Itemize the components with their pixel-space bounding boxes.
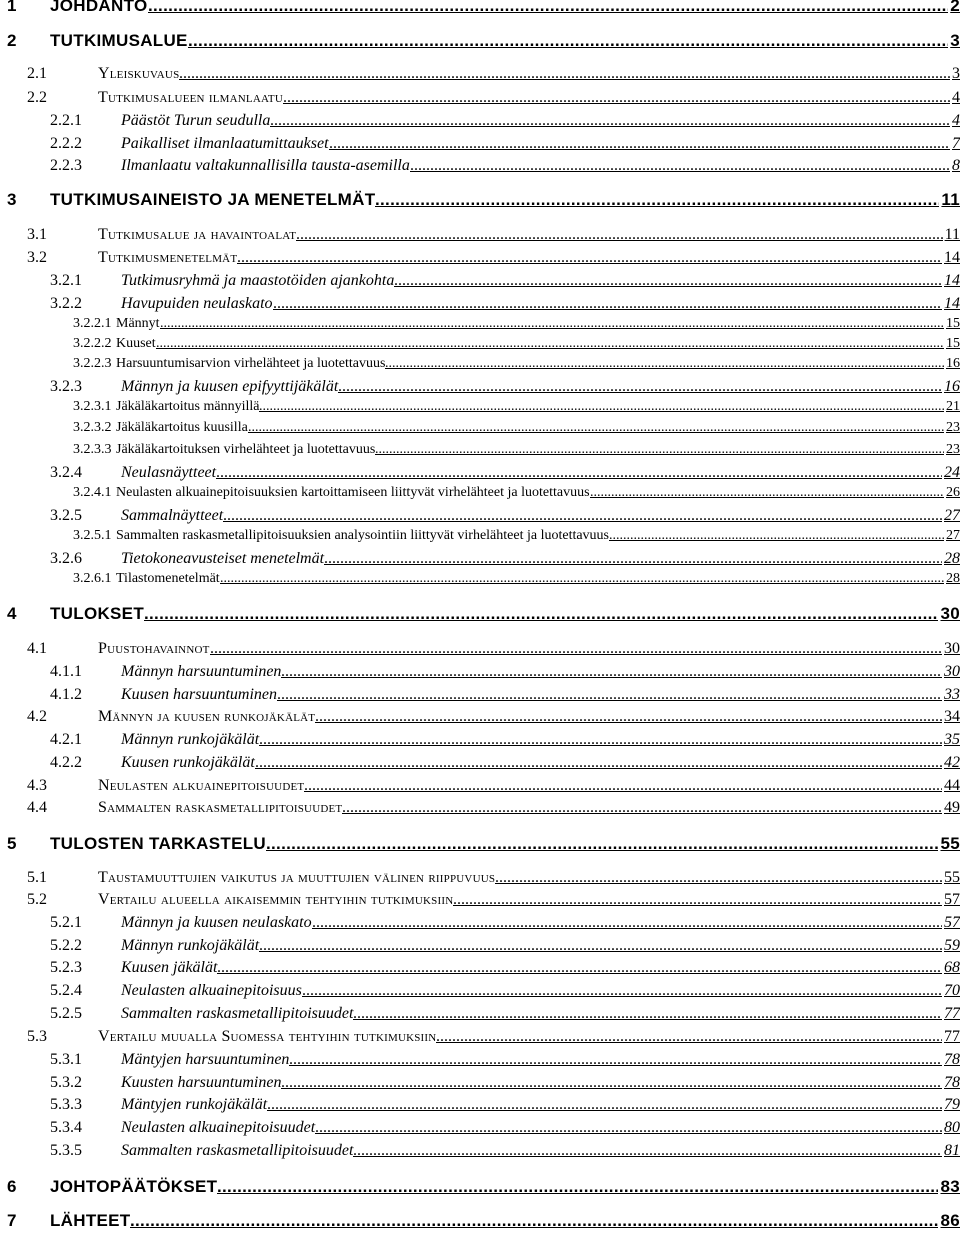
toc-entry-page: 7	[952, 135, 960, 152]
toc-leader-dots	[304, 777, 942, 795]
toc-entry[interactable]	[0, 485, 960, 509]
toc-entry-number: 7	[7, 1211, 17, 1230]
toc-entry-title: Kuusen runkojäkälät	[121, 754, 255, 771]
toc-entry[interactable]	[0, 663, 960, 687]
toc-entry-page: 77	[944, 1028, 960, 1045]
toc-entry[interactable]	[0, 31, 960, 55]
toc-entry-title: LÄHTEET	[50, 1211, 131, 1230]
toc-leader-dots	[375, 190, 939, 210]
toc-entry-page: 16	[946, 356, 960, 371]
toc-entry-title: Sammalten raskasmetallipitoisuuksien analysointiin liittyvät virhelähteet ja luotettavuus	[116, 528, 610, 543]
toc-entry-number: 3.2.5.1	[73, 528, 112, 543]
toc-entry-page: 14	[944, 272, 960, 289]
toc-entry-title: TUTKIMUSALUE	[50, 31, 188, 50]
toc-entry-number: 3.2.6.1	[73, 571, 112, 586]
toc-entry-page: 83	[940, 1177, 960, 1196]
toc-leader-dots	[156, 336, 944, 352]
toc-entry-title: Kuuset	[116, 336, 156, 351]
toc-entry[interactable]	[0, 112, 960, 136]
toc-entry-page: 35	[944, 731, 960, 748]
toc-entry-number: 5.2	[27, 891, 47, 908]
toc-entry-number: 4.4	[27, 799, 47, 816]
toc-entry-number: 5.3.2	[50, 1074, 82, 1091]
toc-entry-number: 5.2.4	[50, 982, 82, 999]
toc-entry-number: 3.2.3	[50, 378, 82, 395]
toc-entry-number: 4.1	[27, 640, 47, 657]
toc-entry-title: Kuusen jäkälät	[121, 959, 218, 976]
toc-entry-title: Kuusen harsuuntuminen	[121, 686, 277, 703]
toc-entry-page: 14	[944, 295, 960, 312]
toc-entry-title: Paikalliset ilmanlaatumittaukset	[121, 135, 329, 152]
toc-entry-title: Havupuiden neulaskato	[121, 295, 273, 312]
toc-entry[interactable]	[0, 249, 960, 273]
toc-entry-number: 3.2.1	[50, 272, 82, 289]
toc-entry-number: 6	[7, 1177, 17, 1196]
toc-entry-page: 15	[946, 316, 960, 331]
toc-entry-page: 77	[944, 1005, 960, 1022]
toc-leader-dots	[590, 485, 944, 501]
toc-entry-page: 55	[940, 834, 960, 853]
toc-entry[interactable]	[0, 1074, 960, 1098]
toc-entry[interactable]	[0, 982, 960, 1006]
toc-leader-dots	[281, 663, 942, 681]
toc-entry-page: 26	[946, 485, 960, 500]
toc-entry-title: Tutkimusalueen ilmanlaatu	[98, 89, 283, 106]
toc-entry-page: 23	[946, 420, 960, 435]
toc-entry-page: 30	[944, 640, 960, 657]
toc-entry[interactable]	[0, 135, 960, 159]
toc-entry[interactable]	[0, 1119, 960, 1143]
toc-entry-page: 28	[944, 550, 960, 567]
toc-entry-number: 5.2.3	[50, 959, 82, 976]
toc-entry-page: 42	[944, 754, 960, 771]
toc-entry-page: 30	[944, 663, 960, 680]
toc-entry[interactable]	[0, 891, 960, 915]
toc-entry[interactable]	[0, 1028, 960, 1052]
toc-entry[interactable]	[0, 528, 960, 552]
toc-entry-title: Neulasten alkuainepitoisuudet	[121, 1119, 316, 1136]
toc-entry-page: 86	[940, 1211, 960, 1230]
toc-entry-page: 34	[944, 708, 960, 725]
toc-entry-title: Neulasten alkuainepitoisuudet	[98, 777, 305, 794]
toc-leader-dots	[267, 1096, 942, 1114]
toc-entry-page: 11	[941, 190, 960, 209]
toc-entry-title: Männyn runkojäkälät	[121, 937, 260, 954]
toc-entry[interactable]	[0, 959, 960, 983]
toc-entry-number: 3.2.2.1	[73, 316, 112, 331]
toc-entry-title: Tutkimusryhmä ja maastotöiden ajankohta	[121, 272, 395, 289]
toc-entry-number: 4.3	[27, 777, 47, 794]
toc-entry-title: Tilastomenetelmät	[116, 571, 220, 586]
toc-entry[interactable]	[0, 754, 960, 778]
toc-entry-number: 5.1	[27, 869, 47, 886]
toc-entry-title: Sammalten raskasmetallipitoisuudet	[121, 1142, 354, 1159]
toc-entry-number: 3.2.4	[50, 464, 82, 481]
toc-entry[interactable]	[0, 1211, 960, 1235]
toc-entry-title: JOHTOPÄÄTÖKSET	[50, 1177, 218, 1196]
toc-leader-dots	[289, 1051, 942, 1069]
toc-entry-title: Jäkäläkartoitus kuusilla	[116, 420, 248, 435]
toc-leader-dots	[353, 1005, 942, 1023]
toc-leader-dots	[210, 640, 942, 658]
toc-leader-dots	[220, 571, 944, 587]
toc-entry-number: 5.2.1	[50, 914, 82, 931]
toc-entry-title: Männyn ja kuusen runkojäkälät	[98, 708, 316, 725]
toc-entry[interactable]	[0, 442, 960, 466]
toc-entry-title: Neulasnäytteet	[121, 464, 217, 481]
toc-entry-number: 5	[7, 834, 17, 853]
toc-leader-dots	[609, 528, 944, 544]
toc-entry-page: 78	[944, 1074, 960, 1091]
toc-entry[interactable]	[0, 1096, 960, 1120]
toc-entry-title: Mäntyjen runkojäkälät	[121, 1096, 268, 1113]
toc-leader-dots	[453, 891, 942, 909]
toc-entry-number: 3.2.2	[50, 295, 82, 312]
toc-leader-dots	[315, 1119, 942, 1137]
toc-entry-number: 2.2.1	[50, 112, 82, 129]
toc-entry-page: 4	[952, 112, 960, 129]
toc-entry-page: 79	[944, 1096, 960, 1113]
toc-entry[interactable]	[0, 226, 960, 250]
toc-entry-number: 4.2	[27, 708, 47, 725]
toc-entry-page: 27	[944, 507, 960, 524]
toc-entry[interactable]	[0, 65, 960, 89]
toc-entry-title: Mäntyjen harsuuntuminen	[121, 1051, 290, 1068]
toc-entry-title: Tutkimusalue ja havaintoalat	[98, 226, 297, 243]
toc-entry-page: 81	[944, 1142, 960, 1159]
toc-entry-number: 2.2	[27, 89, 47, 106]
toc-entry-number: 4.1.1	[50, 663, 82, 680]
toc-entry-page: 28	[946, 571, 960, 586]
toc-leader-dots	[144, 604, 938, 624]
toc-entry-title: Taustamuuttujien vaikutus ja muuttujien välinen riippuvuus	[98, 869, 496, 886]
toc-entry-page: 3	[952, 65, 960, 82]
toc-leader-dots	[353, 1142, 942, 1160]
toc-leader-dots	[329, 135, 950, 153]
toc-entry-title: Puustohavainnot	[98, 640, 210, 657]
toc-entry-page: 44	[944, 777, 960, 794]
toc-entry-title: Sammalnäytteet	[121, 507, 224, 524]
toc-entry[interactable]	[0, 1177, 960, 1201]
toc-entry-page: 78	[944, 1051, 960, 1068]
toc-leader-dots	[217, 959, 942, 977]
toc-entry-number: 3	[7, 190, 17, 209]
toc-entry-title: Sammalten raskasmetallipitoisuudet	[121, 1005, 354, 1022]
toc-entry-title: TULOSTEN TARKASTELU	[50, 834, 266, 853]
toc-leader-dots	[217, 1177, 938, 1197]
toc-entry[interactable]	[0, 914, 960, 938]
toc-leader-dots	[283, 89, 950, 107]
toc-entry-page: 2	[950, 0, 960, 15]
toc-leader-dots	[160, 316, 944, 332]
toc-leader-dots	[273, 295, 942, 313]
toc-entry-title: Männyt	[116, 316, 160, 331]
toc-entry[interactable]	[0, 777, 960, 801]
toc-leader-dots	[188, 31, 948, 51]
toc-entry-page: 11	[944, 226, 960, 243]
toc-leader-dots	[312, 914, 942, 932]
toc-entry-number: 3.1	[27, 226, 47, 243]
toc-leader-dots	[342, 799, 942, 817]
toc-entry-number: 5.2.2	[50, 937, 82, 954]
toc-entry-title: Yleiskuvaus	[98, 65, 180, 82]
toc-entry-page: 59	[944, 937, 960, 954]
toc-entry-title: Männyn ja kuusen neulaskato	[121, 914, 312, 931]
toc-entry[interactable]	[0, 190, 960, 214]
toc-entry-page: 8	[952, 157, 960, 174]
toc-entry-title: Tietokoneavusteiset menetelmät	[121, 550, 325, 567]
toc-entry-title: TUTKIMUSAINEISTO JA MENETELMÄT	[50, 190, 376, 209]
toc-entry-title: Männyn harsuuntuminen	[121, 663, 282, 680]
toc-entry-page: 27	[946, 528, 960, 543]
toc-entry-number: 4.1.2	[50, 686, 82, 703]
toc-entry[interactable]	[0, 937, 960, 961]
toc-leader-dots	[270, 112, 950, 130]
toc-entry-page: 80	[944, 1119, 960, 1136]
toc-entry-number: 5.3.1	[50, 1051, 82, 1068]
toc-entry-number: 3.2.3.1	[73, 399, 112, 414]
toc-entry-title: Jäkäläkartoituksen virhelähteet ja luotettavuus	[116, 442, 376, 457]
toc-entry-title: Vertailu muualla Suomessa tehtyihin tutkimuksiin	[98, 1028, 437, 1045]
toc-entry-title: Neulasten alkuainepitoisuuksien kartoittamiseen liittyvät virhelähteet ja luotettavuus	[116, 485, 590, 500]
toc-entry-page: 68	[944, 959, 960, 976]
toc-leader-dots	[179, 65, 950, 83]
toc-entry[interactable]	[0, 89, 960, 113]
toc-leader-dots	[255, 754, 942, 772]
toc-entry-number: 3.2.6	[50, 550, 82, 567]
toc-leader-dots	[324, 550, 942, 568]
toc-leader-dots	[237, 249, 942, 267]
toc-leader-dots	[338, 378, 942, 396]
toc-leader-dots	[266, 834, 938, 854]
toc-entry-title: Päästöt Turun seudulla	[121, 112, 271, 129]
toc-entry[interactable]	[0, 869, 960, 893]
toc-entry-number: 2	[7, 31, 17, 50]
toc-entry-number: 2.1	[27, 65, 47, 82]
toc-entry-title: Neulasten alkuainepitoisuus	[121, 982, 302, 999]
toc-leader-dots	[315, 708, 942, 726]
toc-entry-page: 57	[944, 891, 960, 908]
toc-entry-title: Vertailu alueella aikaisemmin tehtyihin tutkimuksiin	[98, 891, 454, 908]
toc-entry-title: Harsuuntumisarvion virhelähteet ja luotettavuus	[116, 356, 386, 371]
toc-leader-dots	[148, 0, 948, 16]
toc-entry[interactable]	[0, 356, 960, 380]
toc-entry-number: 2.2.2	[50, 135, 82, 152]
toc-entry-title: Jäkäläkartoitus männyillä	[116, 399, 260, 414]
toc-entry-title: Männyn runkojäkälät	[121, 731, 260, 748]
toc-entry-number: 4.2.2	[50, 754, 82, 771]
toc-leader-dots	[410, 157, 950, 175]
toc-leader-dots	[277, 686, 942, 704]
toc-leader-dots	[375, 442, 944, 458]
toc-entry[interactable]	[0, 834, 960, 858]
toc-entry-number: 3.2.2.3	[73, 356, 112, 371]
toc-entry-page: 55	[944, 869, 960, 886]
toc-entry-number: 5.3	[27, 1028, 47, 1045]
toc-leader-dots	[394, 272, 942, 290]
toc-entry-page: 23	[946, 442, 960, 457]
toc-leader-dots	[259, 399, 944, 415]
toc-entry-page: 49	[944, 799, 960, 816]
toc-leader-dots	[259, 731, 942, 749]
toc-leader-dots	[436, 1028, 942, 1046]
toc-entry[interactable]	[0, 420, 960, 444]
toc-entry-title: Sammalten raskasmetallipitoisuudet	[98, 799, 343, 816]
toc-entry-number: 5.3.4	[50, 1119, 82, 1136]
toc-entry-page: 3	[950, 31, 960, 50]
toc-entry[interactable]	[0, 1142, 960, 1166]
toc-entry[interactable]	[0, 799, 960, 823]
toc-entry-title: Kuusten harsuuntuminen	[121, 1074, 282, 1091]
toc-entry-number: 4.2.1	[50, 731, 82, 748]
toc-entry-title: JOHDANTO	[50, 0, 148, 15]
toc-leader-dots	[130, 1211, 938, 1231]
toc-entry[interactable]	[0, 604, 960, 628]
toc-entry-number: 3.2.3.3	[73, 442, 112, 457]
toc-entry[interactable]	[0, 571, 960, 595]
toc-entry-page: 21	[946, 399, 960, 414]
toc-entry-page: 33	[944, 686, 960, 703]
toc-entry-number: 4	[7, 604, 17, 623]
toc-entry[interactable]	[0, 731, 960, 755]
toc-entry-number: 5.3.5	[50, 1142, 82, 1159]
toc-entry-title: Ilmanlaatu valtakunnallisilla tausta-asemilla	[121, 157, 410, 174]
toc-entry[interactable]	[0, 708, 960, 732]
toc-entry-number: 3.2.3.2	[73, 420, 112, 435]
toc-entry[interactable]	[0, 272, 960, 296]
toc-entry-number: 1	[7, 0, 17, 15]
toc-leader-dots	[385, 356, 944, 372]
toc-entry-page: 24	[944, 464, 960, 481]
toc-entry-number: 3.2.2.2	[73, 336, 112, 351]
toc-leader-dots	[296, 226, 943, 244]
toc-leader-dots	[259, 937, 942, 955]
toc-entry-page: 4	[952, 89, 960, 106]
toc-leader-dots	[495, 869, 942, 887]
toc-entry-page: 15	[946, 336, 960, 351]
toc-entry-page: 30	[940, 604, 960, 623]
toc-entry-page: 16	[944, 378, 960, 395]
toc-entry-title: TULOKSET	[50, 604, 145, 623]
toc-entry[interactable]	[0, 686, 960, 710]
toc-entry[interactable]	[0, 640, 960, 664]
toc-leader-dots	[302, 982, 942, 1000]
toc-entry[interactable]	[0, 1051, 960, 1075]
toc-leader-dots	[223, 507, 942, 525]
toc-leader-dots	[248, 420, 944, 436]
toc-entry-page: 70	[944, 982, 960, 999]
toc-entry-number: 5.3.3	[50, 1096, 82, 1113]
toc-leader-dots	[216, 464, 942, 482]
toc-entry-number: 3.2.5	[50, 507, 82, 524]
toc-entry-number: 5.2.5	[50, 1005, 82, 1022]
toc-leader-dots	[281, 1074, 942, 1092]
toc-entry-page: 57	[944, 914, 960, 931]
toc-entry-number: 2.2.3	[50, 157, 82, 174]
toc-entry-number: 3.2	[27, 249, 47, 266]
toc-entry-title: Männyn ja kuusen epifyyttijäkälät	[121, 378, 339, 395]
toc-entry[interactable]	[0, 157, 960, 181]
toc-entry-page: 14	[944, 249, 960, 266]
toc-entry[interactable]	[0, 1005, 960, 1029]
toc-entry[interactable]	[0, 0, 960, 20]
toc-entry-title: Tutkimusmenetelmät	[98, 249, 238, 266]
toc-entry-number: 3.2.4.1	[73, 485, 112, 500]
